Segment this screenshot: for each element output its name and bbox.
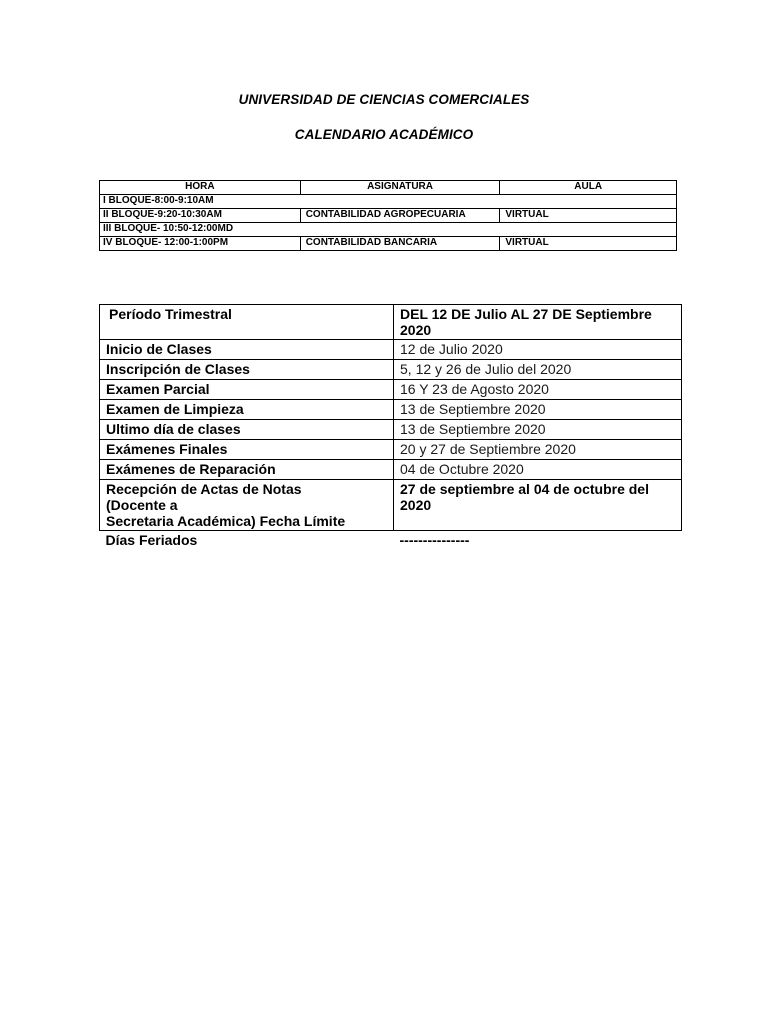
calendar-row-ultimo-dia [100, 420, 682, 440]
calendar-row-actas [100, 480, 682, 531]
academic-calendar-table [99, 304, 682, 549]
calendar-row-inscripcion [100, 360, 682, 380]
schedule-hora-cell: II BLOQUE-9:20-10:30AM [100, 209, 301, 223]
calendar-row-feriados [100, 531, 682, 550]
schedule-aula-cell: VIRTUAL [500, 209, 677, 223]
schedule-row [100, 237, 677, 251]
calendar-label: Examen de Limpieza [100, 400, 394, 420]
schedule-row [100, 209, 677, 223]
calendar-label: Examen Parcial [100, 380, 394, 400]
column-header-asignatura: ASIGNATURA [300, 181, 500, 195]
calendar-row-inicio [100, 340, 682, 360]
schedule-hora-cell: III BLOQUE- 10:50-12:00MD [100, 223, 677, 237]
calendar-row-reparacion [100, 460, 682, 480]
calendar-value: 5, 12 y 26 de Julio del 2020 [394, 360, 682, 380]
column-header-hora: HORA [100, 181, 301, 195]
schedule-hora-cell: I BLOQUE-8:00-9:10AM [100, 195, 677, 209]
calendar-label: Exámenes Finales [100, 440, 394, 460]
calendar-value: 27 de septiembre al 04 de octubre del 2020 [394, 480, 682, 531]
university-title: UNIVERSIDAD DE CIENCIAS COMERCIALES [238, 92, 530, 107]
calendar-label: Días Feriados [105, 532, 198, 548]
schedule-row [100, 223, 677, 237]
calendar-row-periodo [100, 305, 682, 340]
calendar-label-line: Secretaria Académica) Fecha Límite [106, 513, 346, 529]
calendar-label [100, 480, 394, 531]
calendar-label: Inicio de Clases [100, 340, 394, 360]
schedule-asignatura-cell: CONTABILIDAD AGROPECUARIA [300, 209, 500, 223]
schedule-aula-cell: VIRTUAL [500, 237, 677, 251]
column-header-aula: AULA [500, 181, 677, 195]
calendar-value: DEL 12 DE Julio AL 27 DE Septiembre 2020 [394, 305, 682, 340]
calendar-value: 04 de Octubre 2020 [394, 460, 682, 480]
calendar-row-parcial [100, 380, 682, 400]
calendar-value: 12 de Julio 2020 [394, 340, 682, 360]
schedule-hora-cell: IV BLOQUE- 12:00-1:00PM [100, 237, 301, 251]
schedule-table [99, 180, 677, 251]
schedule-asignatura-cell: CONTABILIDAD BANCARIA [300, 237, 500, 251]
calendar-label: Inscripción de Clases [100, 360, 394, 380]
schedule-header-row [100, 181, 677, 195]
schedule-row [100, 195, 677, 209]
calendar-value: --------------- [399, 532, 470, 548]
calendar-value: 16 Y 23 de Agosto 2020 [394, 380, 682, 400]
calendar-row-limpieza [100, 400, 682, 420]
calendar-label-line: Recepción de Actas de Notas [106, 481, 302, 497]
calendar-value: 13 de Septiembre 2020 [394, 400, 682, 420]
calendar-label-line: (Docente a [106, 497, 178, 513]
calendar-title: CALENDARIO ACADÉMICO [294, 127, 474, 142]
calendar-row-finales [100, 440, 682, 460]
calendar-label: Período Trimestral [100, 305, 394, 340]
calendar-label: Ultimo día de clases [100, 420, 394, 440]
calendar-value: 13 de Septiembre 2020 [394, 420, 682, 440]
calendar-value: 20 y 27 de Septiembre 2020 [394, 440, 682, 460]
calendar-label: Exámenes de Reparación [100, 460, 394, 480]
